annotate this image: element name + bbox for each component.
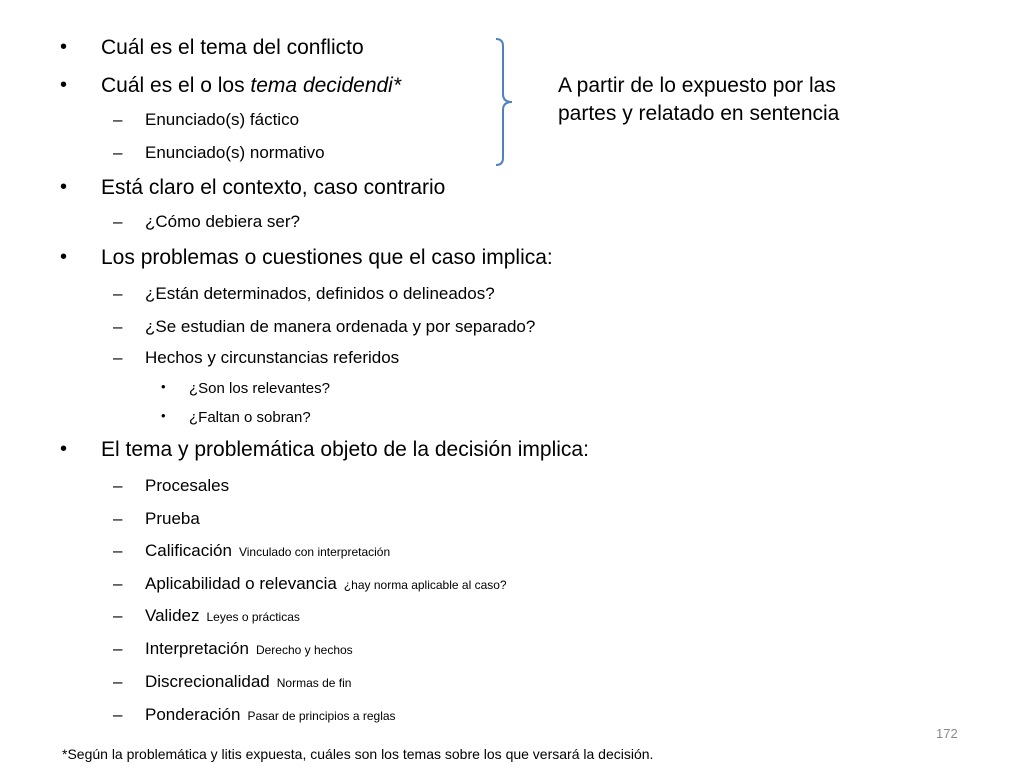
dash-icon: – bbox=[113, 284, 123, 303]
outline-item-label: Está claro el contexto, caso contrario bbox=[101, 176, 446, 199]
outline-item-note: Derecho y hechos bbox=[255, 643, 353, 657]
outline-item-text bbox=[145, 284, 495, 304]
outline-item-text bbox=[145, 672, 351, 692]
outline-item-label: Procesales bbox=[145, 476, 230, 495]
bullet-icon: • bbox=[60, 74, 68, 96]
outline-item-text bbox=[189, 380, 330, 397]
bullet-icon: • bbox=[161, 379, 166, 394]
outline-item-note: Leyes o prácticas bbox=[206, 610, 300, 624]
outline-item-text bbox=[145, 606, 300, 626]
dash-icon: – bbox=[113, 672, 123, 691]
outline-item-text bbox=[145, 317, 535, 337]
dash-icon: – bbox=[113, 476, 123, 495]
outline-item-italic: tema decidendi* bbox=[250, 74, 402, 97]
outline-item-note: Vinculado con interpretación bbox=[238, 545, 391, 559]
outline-item-text bbox=[145, 212, 300, 232]
outline-item-label: ¿Faltan o sobran? bbox=[189, 409, 311, 426]
side-note-line-2: partes y relatado en sentencia bbox=[558, 102, 840, 125]
outline-item-label: Interpretación bbox=[145, 639, 249, 658]
outline-item-label: Aplicabilidad o relevancia bbox=[145, 574, 337, 593]
outline-item-label: Cuál es el tema del conflicto bbox=[101, 36, 364, 59]
outline-item-label: ¿Se estudian de manera ordenada y por separado? bbox=[145, 317, 536, 336]
outline-item-text bbox=[145, 143, 325, 163]
outline-item-text bbox=[145, 705, 396, 725]
outline-item-text bbox=[101, 438, 589, 462]
outline-item-label: Validez bbox=[145, 606, 200, 625]
page-number: 172 bbox=[936, 726, 958, 741]
outline-item-text bbox=[101, 74, 401, 98]
outline-item-text bbox=[101, 246, 553, 270]
outline-item-label: Enunciado(s) normativo bbox=[145, 143, 325, 162]
outline-item-label: ¿Están determinados, definidos o delineados? bbox=[145, 284, 495, 303]
outline-item-note: ¿hay norma aplicable al caso? bbox=[343, 578, 507, 592]
dash-icon: – bbox=[113, 143, 123, 162]
outline-item-label: Hechos y circunstancias referidos bbox=[145, 348, 400, 367]
outline-item-text bbox=[145, 639, 353, 659]
outline-item-text bbox=[189, 409, 311, 426]
side-note-line-1: A partir de lo expuesto por las bbox=[558, 74, 836, 97]
dash-icon: – bbox=[113, 348, 123, 367]
outline-item-label: El tema y problemática objeto de la decisión implica: bbox=[101, 438, 589, 461]
outline-item-label: Ponderación bbox=[145, 705, 241, 724]
outline-item-note: Pasar de principios a reglas bbox=[247, 709, 396, 723]
outline-item-note: Normas de fin bbox=[276, 676, 352, 690]
outline-item-label: Discrecionalidad bbox=[145, 672, 270, 691]
outline-item-text bbox=[145, 574, 507, 594]
outline-item-label: Cuál es el o los bbox=[101, 74, 251, 97]
outline-item-label: ¿Cómo debiera ser? bbox=[145, 212, 300, 231]
outline-item-label: ¿Son los relevantes? bbox=[189, 380, 330, 397]
dash-icon: – bbox=[113, 574, 123, 593]
bullet-icon: • bbox=[161, 408, 166, 423]
right-bracket-icon bbox=[492, 38, 516, 166]
outline-item-text bbox=[145, 509, 200, 529]
dash-icon: – bbox=[113, 541, 123, 560]
outline-item-text bbox=[145, 110, 299, 130]
bullet-icon: • bbox=[60, 438, 68, 460]
dash-icon: – bbox=[113, 212, 123, 231]
bullet-icon: • bbox=[60, 176, 68, 198]
dash-icon: – bbox=[113, 639, 123, 658]
outline-item-text bbox=[145, 476, 229, 496]
dash-icon: – bbox=[113, 606, 123, 625]
outline-item-text bbox=[101, 176, 445, 200]
outline-item-label: Los problemas o cuestiones que el caso implica: bbox=[101, 246, 553, 269]
dash-icon: – bbox=[113, 705, 123, 724]
side-note bbox=[558, 72, 839, 128]
outline-item-text bbox=[101, 36, 364, 60]
outline-item-text bbox=[145, 541, 390, 561]
bullet-icon: • bbox=[60, 246, 68, 268]
footnote: *Según la problemática y litis expuesta, cuáles son los temas sobre los que versará la decisión. bbox=[62, 746, 654, 762]
outline-item-text bbox=[145, 348, 399, 368]
outline-item-label: Calificación bbox=[145, 541, 232, 560]
bullet-icon: • bbox=[60, 36, 68, 58]
dash-icon: – bbox=[113, 110, 123, 129]
dash-icon: – bbox=[113, 317, 123, 336]
outline-item-label: Enunciado(s) fáctico bbox=[145, 110, 300, 129]
dash-icon: – bbox=[113, 509, 123, 528]
outline-item-label: Prueba bbox=[145, 509, 200, 528]
